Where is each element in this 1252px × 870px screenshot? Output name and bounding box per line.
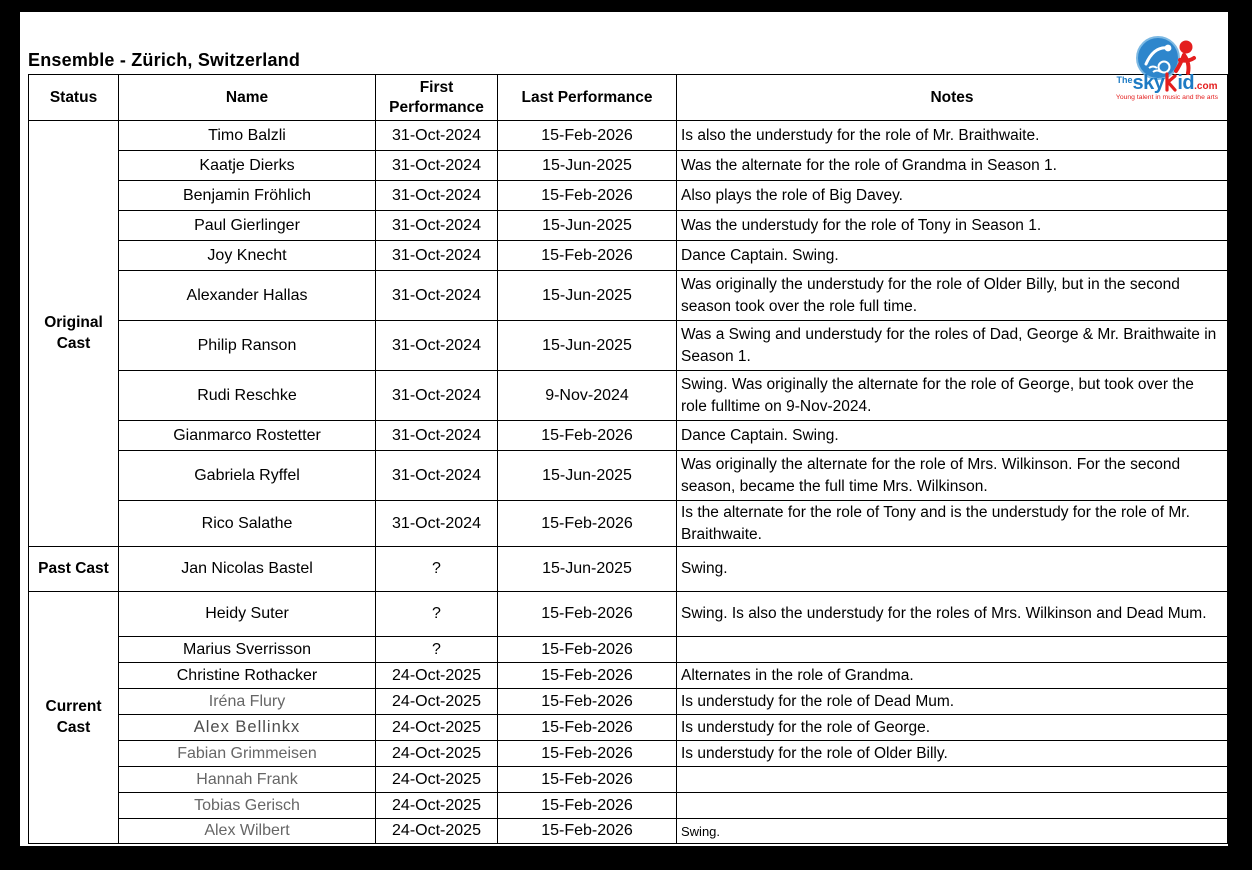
name-cell: Tobias Gerisch (119, 793, 376, 819)
last-performance-cell: 15-Feb-2026 (498, 241, 677, 271)
name-cell: Marius Sverrisson (119, 637, 376, 663)
first-performance-cell: 24-Oct-2025 (376, 689, 498, 715)
first-performance-cell: 24-Oct-2025 (376, 819, 498, 844)
name-cell: Hannah Frank (119, 767, 376, 793)
table-row (29, 501, 1228, 547)
first-performance-cell: 31-Oct-2024 (376, 421, 498, 451)
notes-cell: Swing. (677, 819, 1228, 844)
last-performance-cell: 15-Feb-2026 (498, 421, 677, 451)
last-performance-cell: 15-Jun-2025 (498, 151, 677, 181)
header-row (29, 75, 1228, 121)
notes-cell: Is also the understudy for the role of Mr. Braithwaite. (677, 121, 1228, 151)
table-row (29, 637, 1228, 663)
table-row (29, 592, 1228, 637)
table-row (29, 241, 1228, 271)
page-title: Ensemble - Zürich, Switzerland (28, 50, 301, 70)
name-cell: Rico Salathe (119, 501, 376, 547)
table-row (29, 121, 1228, 151)
last-performance-cell: 15-Feb-2026 (498, 592, 677, 637)
status-group-label: Current Cast (29, 592, 119, 844)
last-performance-cell: 15-Jun-2025 (498, 451, 677, 501)
notes-cell (677, 793, 1228, 819)
header-last-performance: Last Performance (498, 75, 677, 121)
notes-cell: Was originally the understudy for the role of Older Billy, but in the second season took over the role full time. (677, 271, 1228, 321)
logo-tagline: Young talent in music and the arts (1115, 94, 1219, 101)
first-performance-cell: ? (376, 637, 498, 663)
name-cell: Christine Rothacker (119, 663, 376, 689)
name-cell: Kaatje Dierks (119, 151, 376, 181)
table-row (29, 715, 1228, 741)
skykid-wordmark (1108, 72, 1226, 93)
notes-cell: Is understudy for the role of Dead Mum. (677, 689, 1228, 715)
table-row (29, 451, 1228, 501)
name-cell: Fabian Grimmeisen (119, 741, 376, 767)
name-cell: Gianmarco Rostetter (119, 421, 376, 451)
table-row (29, 767, 1228, 793)
last-performance-cell: 15-Jun-2025 (498, 321, 677, 371)
first-performance-cell: 31-Oct-2024 (376, 211, 498, 241)
logo-sky: sky (1132, 72, 1165, 94)
notes-cell: Is understudy for the role of Older Billy. (677, 741, 1228, 767)
last-performance-cell: 15-Feb-2026 (498, 767, 677, 793)
first-performance-cell: 24-Oct-2025 (376, 663, 498, 689)
logo-the: The (1116, 75, 1133, 85)
notes-cell: Was the alternate for the role of Grandma in Season 1. (677, 151, 1228, 181)
status-group-label: Past Cast (29, 547, 119, 592)
notes-cell: Was a Swing and understudy for the roles of Dad, George & Mr. Braithwaite in Season 1. (677, 321, 1228, 371)
last-performance-cell: 15-Feb-2026 (498, 819, 677, 844)
logo-id: id (1177, 72, 1195, 94)
notes-cell: Dance Captain. Swing. (677, 241, 1228, 271)
notes-cell: Swing. Is also the understudy for the roles of Mrs. Wilkinson and Dead Mum. (677, 592, 1228, 637)
cast-table (28, 74, 1228, 844)
status-group-label: Original Cast (29, 121, 119, 547)
table-row (29, 421, 1228, 451)
name-cell: Iréna Flury (119, 689, 376, 715)
first-performance-cell: 31-Oct-2024 (376, 271, 498, 321)
name-cell: Heidy Suter (119, 592, 376, 637)
name-cell: Timo Balzli (119, 121, 376, 151)
table-row (29, 211, 1228, 241)
logo-k-figure-icon (1164, 72, 1177, 93)
notes-cell: Is the alternate for the role of Tony and is the understudy for the role of Mr. Braithwaite. (677, 501, 1228, 547)
first-performance-cell: 31-Oct-2024 (376, 451, 498, 501)
table-row (29, 793, 1228, 819)
notes-cell: Was originally the alternate for the role of Mrs. Wilkinson. For the second season, became the full time Mrs. Wilkinson. (677, 451, 1228, 501)
name-cell: Alex Bellinkx (119, 715, 376, 741)
header-notes: Notes (677, 75, 1228, 121)
header-name: Name (119, 75, 376, 121)
header-status: Status (29, 75, 119, 121)
first-performance-cell: 31-Oct-2024 (376, 241, 498, 271)
name-cell: Joy Knecht (119, 241, 376, 271)
table-row (29, 151, 1228, 181)
table-row (29, 271, 1228, 321)
logo-dotcom: .com (1194, 81, 1218, 92)
table-row (29, 663, 1228, 689)
notes-cell (677, 637, 1228, 663)
last-performance-cell: 15-Feb-2026 (498, 637, 677, 663)
table-row (29, 371, 1228, 421)
last-performance-cell: 15-Jun-2025 (498, 271, 677, 321)
first-performance-cell: 31-Oct-2024 (376, 501, 498, 547)
table-row (29, 689, 1228, 715)
last-performance-cell: 15-Feb-2026 (498, 501, 677, 547)
table-row (29, 819, 1228, 844)
table-row (29, 321, 1228, 371)
notes-cell: Was the understudy for the role of Tony in Season 1. (677, 211, 1228, 241)
last-performance-cell: 15-Feb-2026 (498, 181, 677, 211)
skykid-logo[interactable] (1108, 34, 1226, 101)
name-cell: Alex Wilbert (119, 819, 376, 844)
name-cell: Paul Gierlinger (119, 211, 376, 241)
last-performance-cell: 15-Feb-2026 (498, 793, 677, 819)
table-row (29, 547, 1228, 592)
first-performance-cell: 24-Oct-2025 (376, 741, 498, 767)
name-cell: Alexander Hallas (119, 271, 376, 321)
notes-cell: Dance Captain. Swing. (677, 421, 1228, 451)
first-performance-cell: 31-Oct-2024 (376, 321, 498, 371)
last-performance-cell: 15-Jun-2025 (498, 547, 677, 592)
first-performance-cell: 31-Oct-2024 (376, 151, 498, 181)
notes-cell: Swing. Was originally the alternate for the role of George, but took over the role fulltime on 9-Nov-2024. (677, 371, 1228, 421)
first-performance-cell: 31-Oct-2024 (376, 121, 498, 151)
last-performance-cell: 15-Feb-2026 (498, 121, 677, 151)
table-row (29, 741, 1228, 767)
header-first-performance: First Performance (376, 75, 498, 121)
notes-cell: Is understudy for the role of George. (677, 715, 1228, 741)
last-performance-cell: 15-Jun-2025 (498, 211, 677, 241)
first-performance-cell: 24-Oct-2025 (376, 767, 498, 793)
notes-cell: Also plays the role of Big Davey. (677, 181, 1228, 211)
name-cell: Philip Ranson (119, 321, 376, 371)
notes-cell: Alternates in the role of Grandma. (677, 663, 1228, 689)
name-cell: Jan Nicolas Bastel (119, 547, 376, 592)
first-performance-cell: ? (376, 592, 498, 637)
name-cell: Rudi Reschke (119, 371, 376, 421)
last-performance-cell: 15-Feb-2026 (498, 689, 677, 715)
last-performance-cell: 15-Feb-2026 (498, 741, 677, 767)
name-cell: Gabriela Ryffel (119, 451, 376, 501)
notes-cell: Swing. (677, 547, 1228, 592)
first-performance-cell: 24-Oct-2025 (376, 793, 498, 819)
table-row (29, 181, 1228, 211)
first-performance-cell: 24-Oct-2025 (376, 715, 498, 741)
cast-table-body (29, 121, 1228, 844)
page (20, 12, 1228, 846)
first-performance-cell: 31-Oct-2024 (376, 181, 498, 211)
name-cell: Benjamin Fröhlich (119, 181, 376, 211)
first-performance-cell: ? (376, 547, 498, 592)
notes-cell (677, 767, 1228, 793)
last-performance-cell: 15-Feb-2026 (498, 715, 677, 741)
first-performance-cell: 31-Oct-2024 (376, 371, 498, 421)
last-performance-cell: 9-Nov-2024 (498, 371, 677, 421)
last-performance-cell: 15-Feb-2026 (498, 663, 677, 689)
